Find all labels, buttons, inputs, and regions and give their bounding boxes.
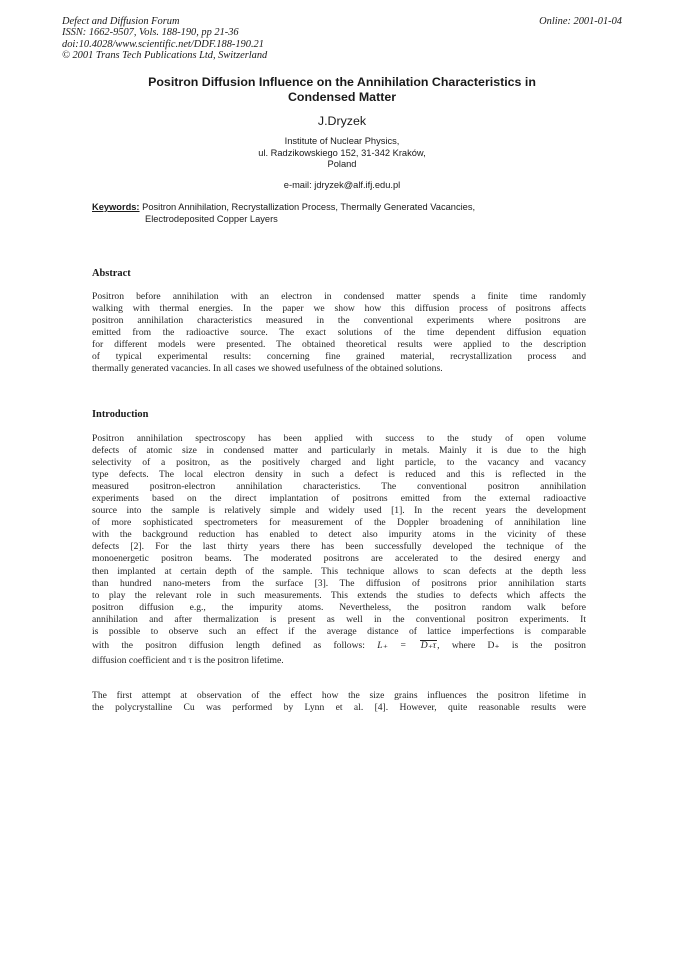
title-line-1: Positron Diffusion Influence on the Annihilation Characteristics in bbox=[148, 75, 536, 89]
text-line: defects of atomic size in condensed matter and particularly in metals. Mainly it is due to the high bbox=[92, 445, 586, 457]
text-line: selectivity of a positron, as the positively charged and light particle, to the vacancy and vacancy bbox=[92, 457, 586, 469]
journal-name: Defect and Diffusion Forum bbox=[62, 16, 180, 27]
affiliation bbox=[62, 136, 622, 171]
formula-lhs: L₊ = bbox=[377, 639, 407, 651]
text-line: emitted from the radioactive source. The exact solutions of the time dependent diffusion equation bbox=[92, 327, 586, 339]
text-line: source into the sample is relatively simple and widely used [1]. In the recent years the development bbox=[92, 505, 586, 517]
keywords-line-2: Electrodeposited Copper Layers bbox=[145, 214, 278, 224]
keywords-line-1: Positron Annihilation, Recrystallization Process, Thermally Generated Vacancies, bbox=[142, 202, 476, 212]
text-line: experiments based on the direct implantation of positrons emitted from the external radioactive bbox=[92, 493, 586, 505]
keywords bbox=[92, 201, 572, 225]
text-line: Positron before annihilation with an electron in condensed matter spends a finite time randomly bbox=[92, 291, 586, 302]
introduction-body bbox=[92, 433, 586, 667]
affiliation-line-2: ul. Radzikowskiego 152, 31-342 Kraków, bbox=[258, 147, 426, 158]
abstract-heading: Abstract bbox=[92, 268, 131, 279]
formula-text-before: with the positron diffusion length defined as follows: bbox=[92, 639, 365, 651]
formula-line bbox=[92, 640, 586, 652]
text-line: then implanted at certain depth of the sample. This technique allows to scan defects at the depth less bbox=[92, 565, 586, 577]
text-line: thermally generated vacancies. In all cases we showed usefulness of the obtained solutions. bbox=[92, 363, 443, 375]
text-line: than hundred nano-meters from the surface [3]. The diffusion of positrons prior annihilation starts bbox=[92, 577, 586, 589]
keywords-label: Keywords: bbox=[92, 202, 140, 212]
copyright-line: © 2001 Trans Tech Publications Ltd, Switzerland bbox=[62, 49, 268, 61]
text-line: The first attempt at observation of the effect how the size grains influences the positron lifetime in bbox=[92, 690, 586, 701]
text-line: Positron annihilation spectroscopy has been applied with success to the study of open volume bbox=[92, 433, 586, 444]
text-line: of typical experimental results: concerning fine grained material, recrystallization process and bbox=[92, 351, 586, 363]
text-line: type defects. The local electron density in such a defect is reduced and this is reflected in the bbox=[92, 469, 586, 481]
title-line-2: Condensed Matter bbox=[287, 90, 397, 104]
text-line: monoenergetic positron beams. The moderated positrons are accelerated to the desired energy and bbox=[92, 553, 586, 565]
text-line: with the background reduction has enabled to detect also impurity atoms in the vicinity of these bbox=[92, 529, 586, 541]
publication-header bbox=[62, 16, 622, 61]
formula-radicand: D₊τ bbox=[420, 639, 437, 651]
paragraph-last-line: diffusion coefficient and τ is the positron lifetime. bbox=[92, 654, 284, 666]
issn-line: ISSN: 1662-9507, Vols. 188-190, pp 21-36 bbox=[62, 27, 239, 39]
text-line: of more sophisticated spectrometers for measurement of the Doppler broadening of annihilation line bbox=[92, 517, 586, 529]
paper-title bbox=[62, 75, 622, 105]
affiliation-line-3: Poland bbox=[327, 159, 357, 170]
introduction-heading: Introduction bbox=[92, 409, 149, 420]
text-line: walking with thermal energies. In the paper we show how this diffusion process of positrons affects bbox=[92, 303, 586, 315]
text-line: annihilation and after thermalization is present as well in the conventional positron experiments. It bbox=[92, 613, 586, 625]
text-line: positron annihilation characteristics measured in the conventional experiments where positrons are bbox=[92, 315, 586, 327]
text-line: for different models were presented. The obtained theoretical results were applied to the description bbox=[92, 339, 586, 351]
text-line: the polycrystalline Cu was performed by Lynn et al. [4]. However, quite reasonable results were bbox=[92, 702, 586, 714]
text-line: is possible to observe such an effect if the average distance of lattice imperfections is comparable bbox=[92, 625, 586, 637]
text-line: defects [2]. For the last thirty years there has been successfully developed the technique of the bbox=[92, 541, 586, 553]
author-name: J.Dryzek bbox=[317, 114, 367, 128]
abstract-body bbox=[92, 291, 586, 375]
affiliation-line-1: Institute of Nuclear Physics, bbox=[284, 136, 400, 146]
author-email: e-mail: jdryzek@alf.ifj.edu.pl bbox=[283, 180, 401, 190]
text-line: to play the relevant role in such measurements. This extends the studies to defects which affects the bbox=[92, 589, 586, 601]
introduction-paragraph-2 bbox=[92, 690, 586, 714]
text-line: measured positron-electron annihilation characteristics. The conventional positron annihilation bbox=[92, 481, 586, 493]
doi-line: doi:10.4028/www.scientific.net/DDF.188-190.21 bbox=[62, 38, 264, 50]
text-line: positron diffusion e.g., the impurity atoms. Nevertheless, the positron random walk before bbox=[92, 601, 586, 613]
online-date: Online: 2001-01-04 bbox=[539, 16, 622, 27]
formula-text-after: , where D₊ is the positron bbox=[437, 639, 586, 651]
